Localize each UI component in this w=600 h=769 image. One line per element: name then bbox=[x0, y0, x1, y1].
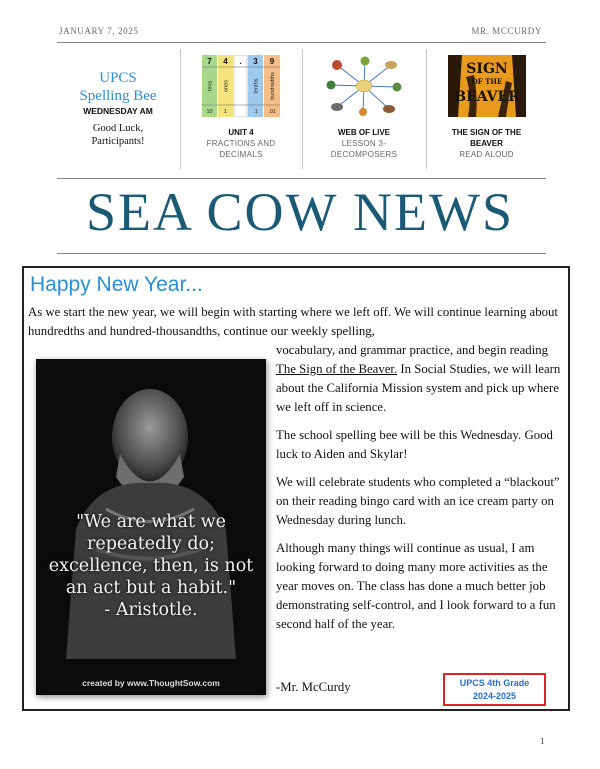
quote-attribution: - Aristotle. bbox=[104, 600, 198, 620]
unit4-subtitle-line1: FRACTIONS AND bbox=[206, 139, 276, 148]
quote-line: an act but a habit." bbox=[65, 578, 237, 598]
food-web-illustration bbox=[325, 55, 403, 117]
feature-row bbox=[57, 49, 546, 169]
article-paragraph-3: We will celebrate students who completed a “blackout” on their reading bingo card with an ice cream party on Wednesday during lunch. bbox=[276, 475, 560, 527]
unit4-subtitle-line2: DECIMALS bbox=[219, 150, 263, 159]
chart-digit: 3 bbox=[253, 57, 258, 66]
page-number: 1 bbox=[540, 736, 545, 746]
spelling-bee-day: WEDNESDAY AM bbox=[83, 106, 153, 116]
school-year: 2024-2025 bbox=[472, 691, 517, 701]
aristotle-quote-poster bbox=[36, 359, 266, 695]
web-of-life-subtitle-line2: DECOMPOSERS bbox=[330, 150, 398, 159]
book-cover-image bbox=[448, 55, 526, 117]
p1-text-b: In Social Studies, we will learn about the California Mission system and pick up where we left off in science. bbox=[276, 362, 561, 414]
spelling-bee-title-line1: UPCS bbox=[99, 70, 137, 86]
chart-place-label: hundredths bbox=[270, 72, 276, 100]
aristotle-quote bbox=[36, 511, 266, 621]
place-value-chart bbox=[202, 55, 280, 117]
cover-title-sign: SIGN bbox=[465, 61, 508, 77]
book-title: The Sign of the Beaver. bbox=[276, 362, 398, 376]
article-paragraph-2: The school spelling bee will be this Wednesday. Good luck to Aiden and Skylar! bbox=[276, 428, 553, 461]
beaver-subtitle: READ ALOUD bbox=[459, 150, 514, 159]
article-heading: Happy New Year... bbox=[30, 273, 203, 296]
chart-digit: 7 bbox=[207, 57, 212, 66]
web-of-life-subtitle-line1: LESSON 3- bbox=[341, 139, 387, 148]
chart-place-label: ones bbox=[223, 80, 230, 92]
unit4-title: UNIT 4 bbox=[228, 128, 254, 137]
chart-digit: 9 bbox=[269, 57, 275, 66]
chart-value: 1 bbox=[223, 109, 228, 115]
beaver-title-line1: THE SIGN OF THE bbox=[451, 128, 522, 137]
chart-value: .1 bbox=[253, 109, 258, 115]
masthead-top-divider bbox=[57, 178, 546, 179]
article-body bbox=[276, 341, 564, 643]
feature-web-of-life bbox=[302, 49, 425, 169]
poster-credit: created by www.ThoughtSow.com bbox=[82, 678, 220, 688]
chart-digit: . bbox=[239, 57, 242, 66]
teacher-name: MR. MCCURDY bbox=[471, 26, 542, 36]
spelling-bee-title-line2: Spelling Bee bbox=[79, 88, 157, 104]
spelling-bee-msg-line2: Participants! bbox=[91, 136, 145, 147]
cover-title-beaver: BEAVER bbox=[453, 89, 520, 105]
masthead-bottom-divider bbox=[57, 253, 546, 254]
chart-value: 10 bbox=[206, 109, 213, 115]
newsletter-masthead: SEA COW NEWS bbox=[85, 182, 515, 242]
grade-label: UPCS 4th Grade bbox=[459, 678, 530, 688]
spelling-bee-title bbox=[57, 69, 179, 105]
quote-line: repeatedly do; bbox=[87, 534, 215, 554]
web-of-life-title: WEB OF LIVE bbox=[338, 128, 390, 137]
spelling-bee-msg-line1: Good Luck, bbox=[92, 123, 144, 134]
feature-spelling-bee bbox=[57, 49, 179, 169]
feature-sign-of-beaver bbox=[426, 49, 546, 169]
grade-label-box bbox=[443, 673, 546, 706]
beaver-title-line2: BEAVER bbox=[470, 139, 503, 148]
newsletter-date: JANUARY 7, 2025 bbox=[59, 26, 139, 36]
quote-line: excellence, then, is not bbox=[48, 556, 254, 576]
spelling-bee-message bbox=[57, 122, 179, 148]
article-paragraph-1 bbox=[276, 341, 564, 417]
chart-digit: 4 bbox=[223, 57, 228, 66]
chart-place-label: tens bbox=[207, 80, 214, 92]
article-intro: As we start the new year, we will begin with starting where we left off. We will continue learning about hundredths and hundred-thousandths, continue our weekly spelling, bbox=[28, 305, 558, 338]
article-box bbox=[22, 266, 570, 711]
feature-unit4 bbox=[180, 49, 301, 169]
cover-title-of-the: OF THE bbox=[471, 77, 502, 86]
top-divider bbox=[57, 42, 546, 43]
article-signoff: -Mr. McCurdy bbox=[276, 680, 351, 694]
quote-line: "We are what we bbox=[76, 512, 226, 532]
chart-place-label: tenths bbox=[253, 78, 260, 94]
article-paragraph-4: Although many things will continue as usual, I am looking forward to doing many more activities as the year moves on. The class has done a much better job demonstrating self-control, and I look forward to a fun second half of the year. bbox=[276, 541, 556, 631]
chart-value: .01 bbox=[268, 109, 276, 115]
p1-text-a: vocabulary, and grammar practice, and begin reading bbox=[276, 343, 549, 357]
